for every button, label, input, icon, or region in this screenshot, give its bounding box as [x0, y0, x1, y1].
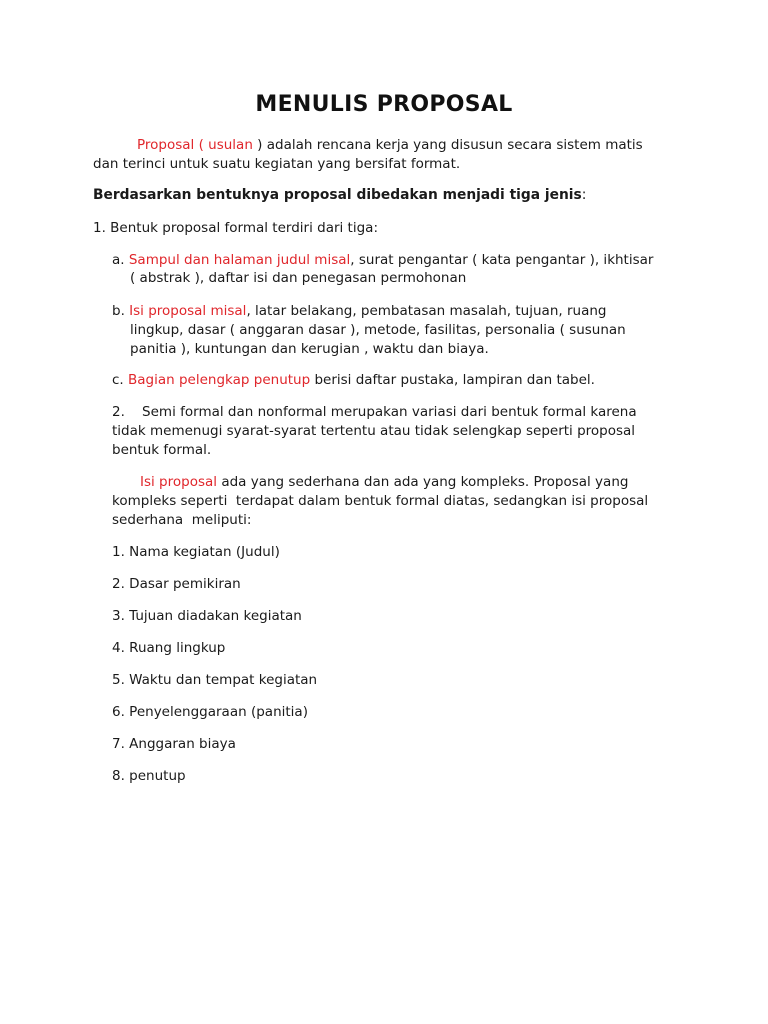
- page-title: MENULIS PROPOSAL: [255, 92, 513, 117]
- isi-paragraph-line-2: kompleks seperti terdapat dalam bentuk formal diatas, sedangkan isi proposal: [112, 493, 649, 509]
- list-item-1: 1. Bentuk proposal formal terdiri dari tiga:: [93, 220, 378, 236]
- sub-item-b-line-3: panitia ), kuntungan dan kerugian , waktu dan biaya.: [130, 341, 489, 357]
- isi-paragraph-line-3: sederhana meliputi:: [112, 512, 252, 528]
- simple-list-item: 5. Waktu dan tempat kegiatan: [112, 672, 318, 688]
- list-item-2-line-3: bentuk formal.: [112, 442, 212, 458]
- sub-item-b: b. Isi proposal misal, latar belakang, pembatasan masalah, tujuan, ruang: [112, 303, 607, 319]
- intro-line-1: Proposal ( usulan ) adalah rencana kerja yang disusun secara sistem matis: [137, 137, 643, 153]
- simple-list-item: 2. Dasar pemikiran: [112, 576, 241, 592]
- intro-line-2: dan terinci untuk suatu kegiatan yang bersifat format.: [93, 156, 461, 172]
- list-item-2-line-2: tidak memenugi syarat-syarat tertentu atau tidak selengkap seperti proposal: [112, 423, 636, 439]
- isi-paragraph-line-1: Isi proposal ada yang sederhana dan ada yang kompleks. Proposal yang: [140, 474, 629, 490]
- sub-item-c: c. Bagian pelengkap penutup berisi daftar pustaka, lampiran dan tabel.: [112, 372, 595, 388]
- simple-list-item: 1. Nama kegiatan (Judul): [112, 544, 280, 560]
- sub-item-a: a. Sampul dan halaman judul misal, surat pengantar ( kata pengantar ), ikhtisar: [112, 252, 654, 268]
- simple-list-item: 8. penutup: [112, 768, 186, 784]
- sub-item-b-line-2: lingkup, dasar ( anggaran dasar ), metode, fasilitas, personalia ( susunan: [130, 322, 626, 338]
- simple-list-item: 3. Tujuan diadakan kegiatan: [112, 608, 302, 624]
- intro-highlight: Proposal ( usulan: [137, 137, 253, 153]
- simple-list-item: 7. Anggaran biaya: [112, 736, 236, 752]
- section-heading: Berdasarkan bentuknya proposal dibedakan menjadi tiga jenis:: [93, 187, 587, 203]
- simple-list-item: 6. Penyelenggaraan (panitia): [112, 704, 308, 720]
- simple-list-item: 4. Ruang lingkup: [112, 640, 226, 656]
- sub-item-a-line-2: ( abstrak ), daftar isi dan penegasan permohonan: [130, 270, 467, 286]
- list-item-2-line-1: 2. Semi formal dan nonformal merupakan variasi dari bentuk formal karena: [112, 404, 637, 420]
